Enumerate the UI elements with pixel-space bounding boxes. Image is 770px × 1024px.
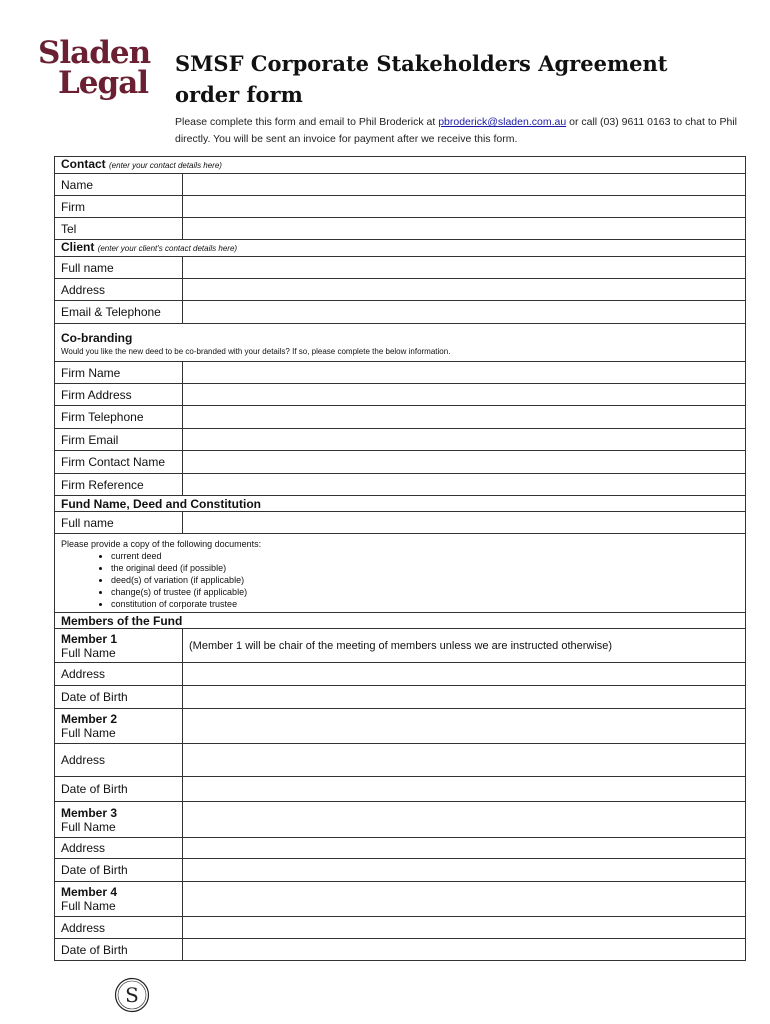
fund-heading: Fund Name, Deed and Constitution — [61, 496, 261, 511]
member-2-label: Member 2 Full Name — [55, 709, 183, 744]
field-label: Tel — [55, 218, 183, 240]
sladen-legal-logo — [38, 35, 163, 101]
firm-telephone-input[interactable] — [183, 406, 746, 429]
table-row — [55, 512, 746, 534]
table-row — [55, 882, 746, 917]
table-row — [55, 384, 746, 406]
order-form-table — [54, 156, 746, 961]
field-label: Firm Address — [55, 384, 183, 406]
field-label: Firm Email — [55, 429, 183, 451]
firm-email-input[interactable] — [183, 429, 746, 451]
member-2-address-input[interactable] — [183, 744, 746, 777]
member-3-full-name-input[interactable] — [183, 802, 746, 838]
table-row — [55, 838, 746, 859]
member-3-label: Member 3 Full Name — [55, 802, 183, 838]
contact-tel-input[interactable] — [183, 218, 746, 240]
title-line-2: order form — [175, 82, 303, 107]
firm-contact-name-input[interactable] — [183, 451, 746, 474]
contact-note: (enter your contact details here) — [109, 161, 222, 170]
table-row — [55, 301, 746, 324]
intro-text — [175, 114, 755, 148]
member-3-address-input[interactable] — [183, 838, 746, 859]
client-heading: Client — [61, 240, 95, 254]
field-label: Name — [55, 174, 183, 196]
fund-section-header — [55, 496, 746, 512]
table-row — [55, 939, 746, 961]
logo-line-2: Legal — [58, 65, 149, 101]
table-row — [55, 802, 746, 838]
table-row — [55, 474, 746, 496]
table-row — [55, 917, 746, 939]
cobranding-heading: Co-branding — [61, 331, 133, 345]
member-4-full-name-input[interactable] — [183, 882, 746, 917]
member-3-dob-input[interactable] — [183, 859, 746, 882]
field-label: Address — [55, 279, 183, 301]
list-item: • current deed — [111, 550, 745, 562]
client-address-input[interactable] — [183, 279, 746, 301]
member-2-full-name-input[interactable] — [183, 709, 746, 744]
table-row — [55, 777, 746, 802]
member-1-label: Member 1 Full Name — [55, 629, 183, 663]
cobranding-section-header — [55, 324, 746, 362]
field-label: Address — [55, 917, 183, 939]
contact-firm-input[interactable] — [183, 196, 746, 218]
firm-address-input[interactable] — [183, 384, 746, 406]
member-4-address-input[interactable] — [183, 917, 746, 939]
table-row — [55, 859, 746, 882]
field-label: Firm Name — [55, 362, 183, 384]
field-label: Full name — [55, 257, 183, 279]
list-item: • constitution of corporate trustee — [111, 598, 745, 610]
seal-letter: S — [125, 983, 139, 1007]
list-item: • the original deed (if possible) — [111, 562, 745, 574]
documents-list — [61, 550, 745, 610]
documents-row — [55, 534, 746, 613]
client-section-header — [55, 240, 746, 257]
field-label: Date of Birth — [55, 939, 183, 961]
field-label: Date of Birth — [55, 686, 183, 709]
list-item: • change(s) of trustee (if applicable) — [111, 586, 745, 598]
client-full-name-input[interactable] — [183, 257, 746, 279]
member-1-full-name-input[interactable] — [183, 629, 746, 663]
field-label: Address — [55, 838, 183, 859]
sladen-seal-icon — [114, 977, 150, 1013]
table-row — [55, 429, 746, 451]
field-label: Firm Telephone — [55, 406, 183, 429]
table-row — [55, 451, 746, 474]
intro-before: Please complete this form and email to Phil Broderick at — [175, 116, 439, 128]
documents-intro: Please provide a copy of the following documents: — [61, 539, 262, 549]
contact-heading: Contact — [61, 157, 106, 171]
table-row — [55, 744, 746, 777]
table-row — [55, 218, 746, 240]
table-row — [55, 257, 746, 279]
field-label: Date of Birth — [55, 859, 183, 882]
table-row — [55, 663, 746, 686]
field-label: Date of Birth — [55, 777, 183, 802]
page-title — [175, 48, 735, 110]
field-label: Firm Contact Name — [55, 451, 183, 474]
title-line-1: SMSF Corporate Stakeholders Agreement — [175, 51, 668, 76]
firm-reference-input[interactable] — [183, 474, 746, 496]
table-row — [55, 279, 746, 301]
field-label: Address — [55, 744, 183, 777]
member-4-label: Member 4 Full Name — [55, 882, 183, 917]
fund-full-name-input[interactable] — [183, 512, 746, 534]
table-row — [55, 629, 746, 663]
table-row — [55, 406, 746, 429]
contact-section-header — [55, 157, 746, 174]
member-1-dob-input[interactable] — [183, 686, 746, 709]
table-row — [55, 174, 746, 196]
firm-name-input[interactable] — [183, 362, 746, 384]
members-section-header — [55, 613, 746, 629]
logo-line-1: Sladen — [38, 35, 151, 71]
client-email-telephone-input[interactable] — [183, 301, 746, 324]
member-4-dob-input[interactable] — [183, 939, 746, 961]
intro-after: or call (03) 9611 0163 to chat to Phil directly. You will be sent an invoice for payment after we receive this form. — [175, 116, 738, 145]
members-heading: Members of the Fund — [61, 613, 183, 628]
member-1-address-input[interactable] — [183, 663, 746, 686]
field-label: Address — [55, 663, 183, 686]
field-label: Email & Telephone — [55, 301, 183, 324]
field-label: Firm Reference — [55, 474, 183, 496]
cobranding-question: Would you like the new deed to be co-branded with your details? If so, please complete the below information. — [61, 347, 451, 356]
table-row — [55, 362, 746, 384]
table-row — [55, 686, 746, 709]
table-row — [55, 709, 746, 744]
client-note: (enter your client's contact details here) — [97, 244, 238, 253]
chair-note: (Member 1 will be chair of the meeting of members unless we are instructed otherwise) — [189, 639, 613, 652]
field-label: Full name — [55, 512, 183, 534]
email-link[interactable]: pbroderick@sladen.com.au — [438, 116, 567, 128]
field-label: Firm — [55, 196, 183, 218]
table-row — [55, 196, 746, 218]
list-item: • deed(s) of variation (if applicable) — [111, 574, 745, 586]
contact-name-input[interactable] — [183, 174, 746, 196]
member-2-dob-input[interactable] — [183, 777, 746, 802]
